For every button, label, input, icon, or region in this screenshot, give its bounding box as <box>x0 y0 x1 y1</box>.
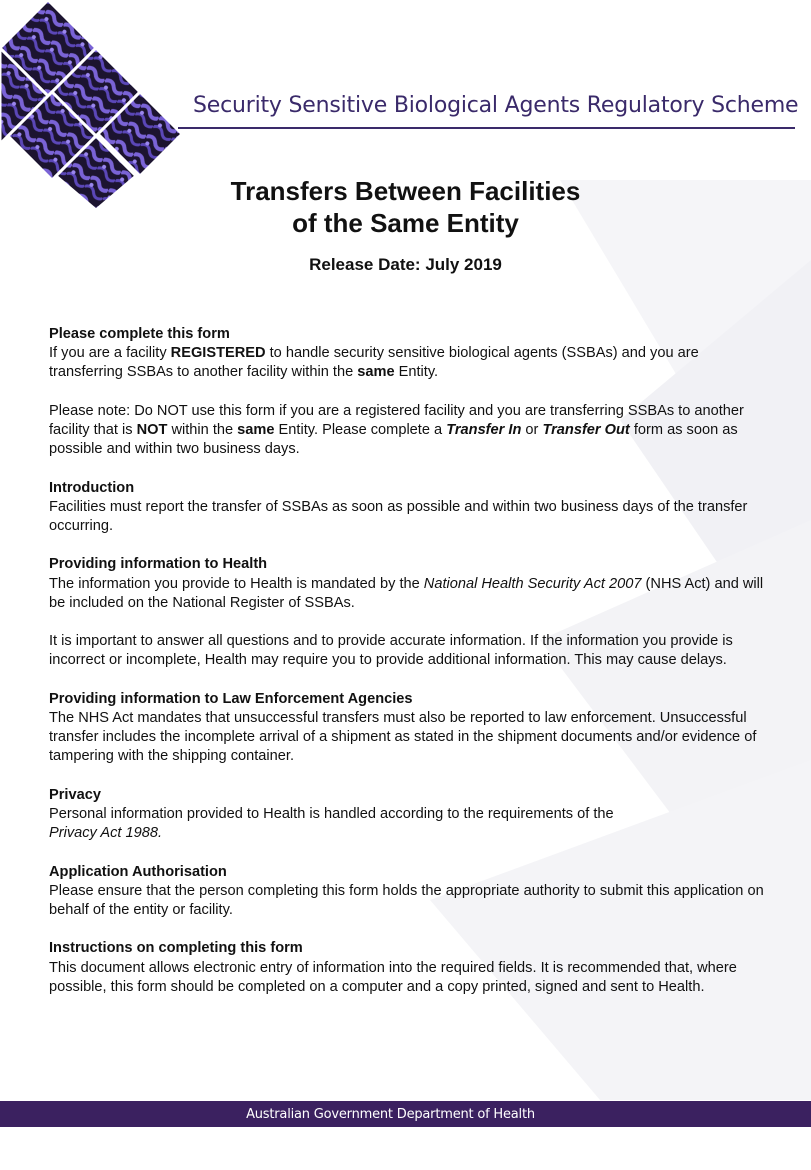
text-run: or <box>521 422 543 438</box>
text-run-italic: Privacy Act 1988. <box>49 825 163 842</box>
footer-bar <box>0 1101 811 1127</box>
text-run: within the <box>167 422 238 438</box>
text-run-bold-italic: Transfer In <box>446 422 522 438</box>
text-run: Personal information provided to Health is handled according to the requirements of the <box>49 805 614 822</box>
release-date: Release Date: July 2019 <box>309 255 502 274</box>
section-heading: Providing information to Health <box>49 556 268 573</box>
text-run: to handle security sensitive biological agents (SSBAs) and you are transferring SSBAs to another facility within the <box>49 345 699 381</box>
scheme-title: Security Sensitive Biological Agents Regulatory Scheme <box>193 93 799 118</box>
text-run-bold: REGISTERED <box>170 345 266 362</box>
section-paragraph: Facilities must report the transfer of SSBAs as soon as possible and within two business days of the transfer occurring. <box>49 498 748 534</box>
section-heading: Providing information to Law Enforcement Agencies <box>49 690 413 707</box>
section-law-enforcement <box>49 690 765 767</box>
text-run: Please note: Do NOT use this form if you are a registered facility and you are transferring SSBAs to another facility that is <box>49 402 744 438</box>
section-paragraph: This document allows electronic entry of information into the required fields. It is recommended that, where possible, this form should be completed on a computer and a copy printed, signed and sent to Health. <box>49 959 737 995</box>
section-paragraph <box>49 344 765 382</box>
header-rule <box>178 127 795 129</box>
section-paragraph: It is important to answer all questions and to provide accurate information. If the information you provide is incorrect or incomplete, Health may require you to provide additional information. This may cause delays. <box>49 633 733 669</box>
section-complete <box>49 325 765 459</box>
document-title <box>0 175 811 239</box>
document-title-line1: Transfers Between Facilities <box>230 176 581 206</box>
section-instructions <box>49 939 765 997</box>
section-paragraph <box>49 402 765 460</box>
section-heading: Please complete this form <box>49 326 230 342</box>
section-heading: Introduction <box>49 479 135 496</box>
text-run-bold: same <box>357 364 395 381</box>
section-paragraph <box>49 575 765 613</box>
text-run-bold: same <box>237 422 275 438</box>
text-run: form as soon as possible and within two business days. <box>49 422 738 458</box>
text-run-italic: National Health Security Act 2007 <box>423 575 642 592</box>
footer-text: Australian Government Department of Health <box>246 1106 535 1122</box>
section-paragraph <box>49 805 765 843</box>
section-heading: Application Authorisation <box>49 863 227 880</box>
text-run: If you are a facility <box>49 345 171 362</box>
text-run-bold: NOT <box>136 422 168 438</box>
document-body <box>49 325 765 1016</box>
section-introduction <box>49 479 765 537</box>
section-heading: Instructions on completing this form <box>49 940 303 957</box>
text-run: Entity. Please complete a <box>274 422 447 438</box>
text-run-bold-italic: Transfer Out <box>542 422 630 438</box>
text-run: The information you provide to Health is mandated by the <box>49 575 424 592</box>
document-title-line2: of the Same Entity <box>292 208 519 238</box>
section-paragraph: Please ensure that the person completing this form holds the appropriate authority to submit this application on behalf of the entity or facility. <box>49 882 764 918</box>
text-run: Entity. <box>394 364 439 381</box>
section-paragraph: The NHS Act mandates that unsuccessful transfers must also be reported to law enforcement. Unsuccessful transfer includes the incomplete arrival of a shipment as stated in the shipment documents and/or evidence of tampering with the shipping container. <box>49 709 757 765</box>
text-run: (NHS Act) and will be included on the National Register of SSBAs. <box>49 575 764 611</box>
section-privacy <box>49 786 765 844</box>
section-health <box>49 555 765 670</box>
section-authorisation <box>49 863 765 921</box>
section-heading: Privacy <box>49 786 101 803</box>
